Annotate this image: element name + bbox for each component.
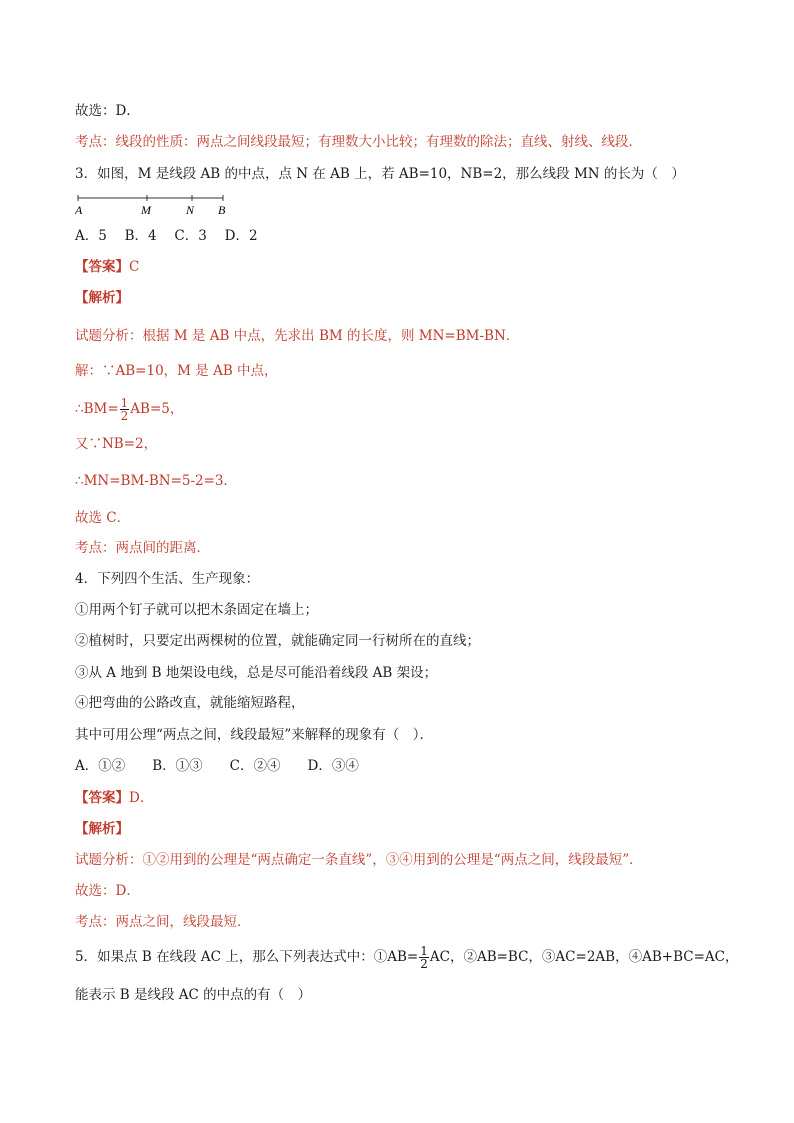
q3-kaodian-text: 两点间的距离．	[115, 540, 210, 556]
q5-stem-2: 能表示 B 是线段 AC 的中点的有（ ）	[75, 987, 312, 1003]
label-m: M	[141, 203, 151, 217]
sol2-post: AB=5，	[130, 401, 184, 417]
frac-num: 1	[120, 396, 129, 410]
fraction-half	[419, 945, 429, 970]
q4-answer-label: 【答案】	[75, 790, 129, 806]
q4-item-1: ①用两个钉子就可以把木条固定在墙上；	[75, 602, 318, 618]
q3-segment-figure	[75, 194, 235, 218]
q3-stem: 3．如图，M 是线段 AB 的中点，点 N 在 AB 上，若 AB=10，NB=2，那么线段 MN 的长为（ ）	[75, 166, 685, 182]
q3-sol-1: 解：∵AB=10，M 是 AB 中点，	[75, 363, 278, 379]
analysis-label: 【解析】	[75, 290, 129, 306]
q2-kaodian	[75, 133, 642, 151]
q3-analysis-label	[75, 289, 129, 307]
q4-kaodian	[75, 913, 251, 931]
q3-kaodian-label: 考点：	[75, 540, 116, 556]
q5-stem-pre: 5．如果点 B 在线段 AC 上，那么下列表达式中：①AB=	[75, 949, 419, 965]
frac-num: 1	[420, 944, 428, 958]
q4-question: 其中可用公理“两点之间，线段最短”来解释的现象有（ ）．	[75, 727, 434, 743]
analysis-label: 【解析】	[75, 821, 129, 837]
q3-sol-3: 又∵NB=2，	[75, 436, 158, 452]
q3-sol-4: ∴MN=BM-BN=5-2=3．	[75, 473, 238, 489]
frac-den: 2	[120, 409, 129, 423]
label-b: B	[218, 203, 226, 217]
sol2-pre: ∴BM=	[75, 401, 119, 417]
q3-kaodian	[75, 539, 210, 557]
q4-item-2: ②植树时，只要定出两棵树的位置，就能确定同一行树所在的直线；	[75, 633, 480, 649]
fraction-half	[120, 397, 130, 422]
q4-item-4: ④把弯曲的公路改直，就能缩短路程，	[75, 695, 305, 711]
q4-analysis-label	[75, 820, 129, 838]
q4-analysis: 试题分析：①②用到的公理是“两点确定一条直线”，③④用到的公理是“两点之间，线段最短”．	[75, 852, 643, 868]
q4-kaodian-text: 两点之间，线段最短．	[115, 914, 251, 930]
q3-sol-2	[75, 396, 183, 422]
q5-stem	[75, 944, 738, 970]
q3-options: A．5 B．4 C．3 D．2	[75, 228, 258, 244]
q3-answer-label: 【答案】	[75, 259, 129, 275]
q5-stem-post: AC，②AB=BC，③AC=2AB，④AB+BC=AC，	[429, 949, 739, 965]
label-n: N	[186, 203, 195, 217]
q4-stem: 4．下列四个生活、生产现象：	[75, 571, 260, 587]
q4-kaodian-label: 考点：	[75, 914, 116, 930]
q4-choose: 故选：D．	[75, 883, 140, 899]
q4-answer-value: D．	[129, 790, 154, 806]
q2-kaodian-text: 线段的性质：两点之间线段最短；有理数大小比较；有理数的除法；直线、射线、线段．	[115, 134, 642, 150]
q3-answer-value: C	[129, 259, 140, 275]
q2-kaodian-label: 考点：	[75, 134, 116, 150]
frac-den: 2	[420, 957, 428, 971]
q4-options: A．①② B．①③ C．②④ D．③④	[75, 758, 359, 774]
q4-item-3: ③从 A 地到 B 地架设电线，总是尽可能沿着线段 AB 架设；	[75, 665, 438, 681]
q3-choose: 故选 C．	[75, 510, 131, 526]
q3-answer	[75, 258, 139, 276]
q4-answer	[75, 789, 153, 807]
q2-choose: 故选：D．	[75, 103, 140, 119]
q3-analysis: 试题分析：根据 M 是 AB 中点，先求出 BM 的长度，则 MN=BM-BN．	[75, 328, 520, 344]
label-a: A	[75, 203, 83, 217]
